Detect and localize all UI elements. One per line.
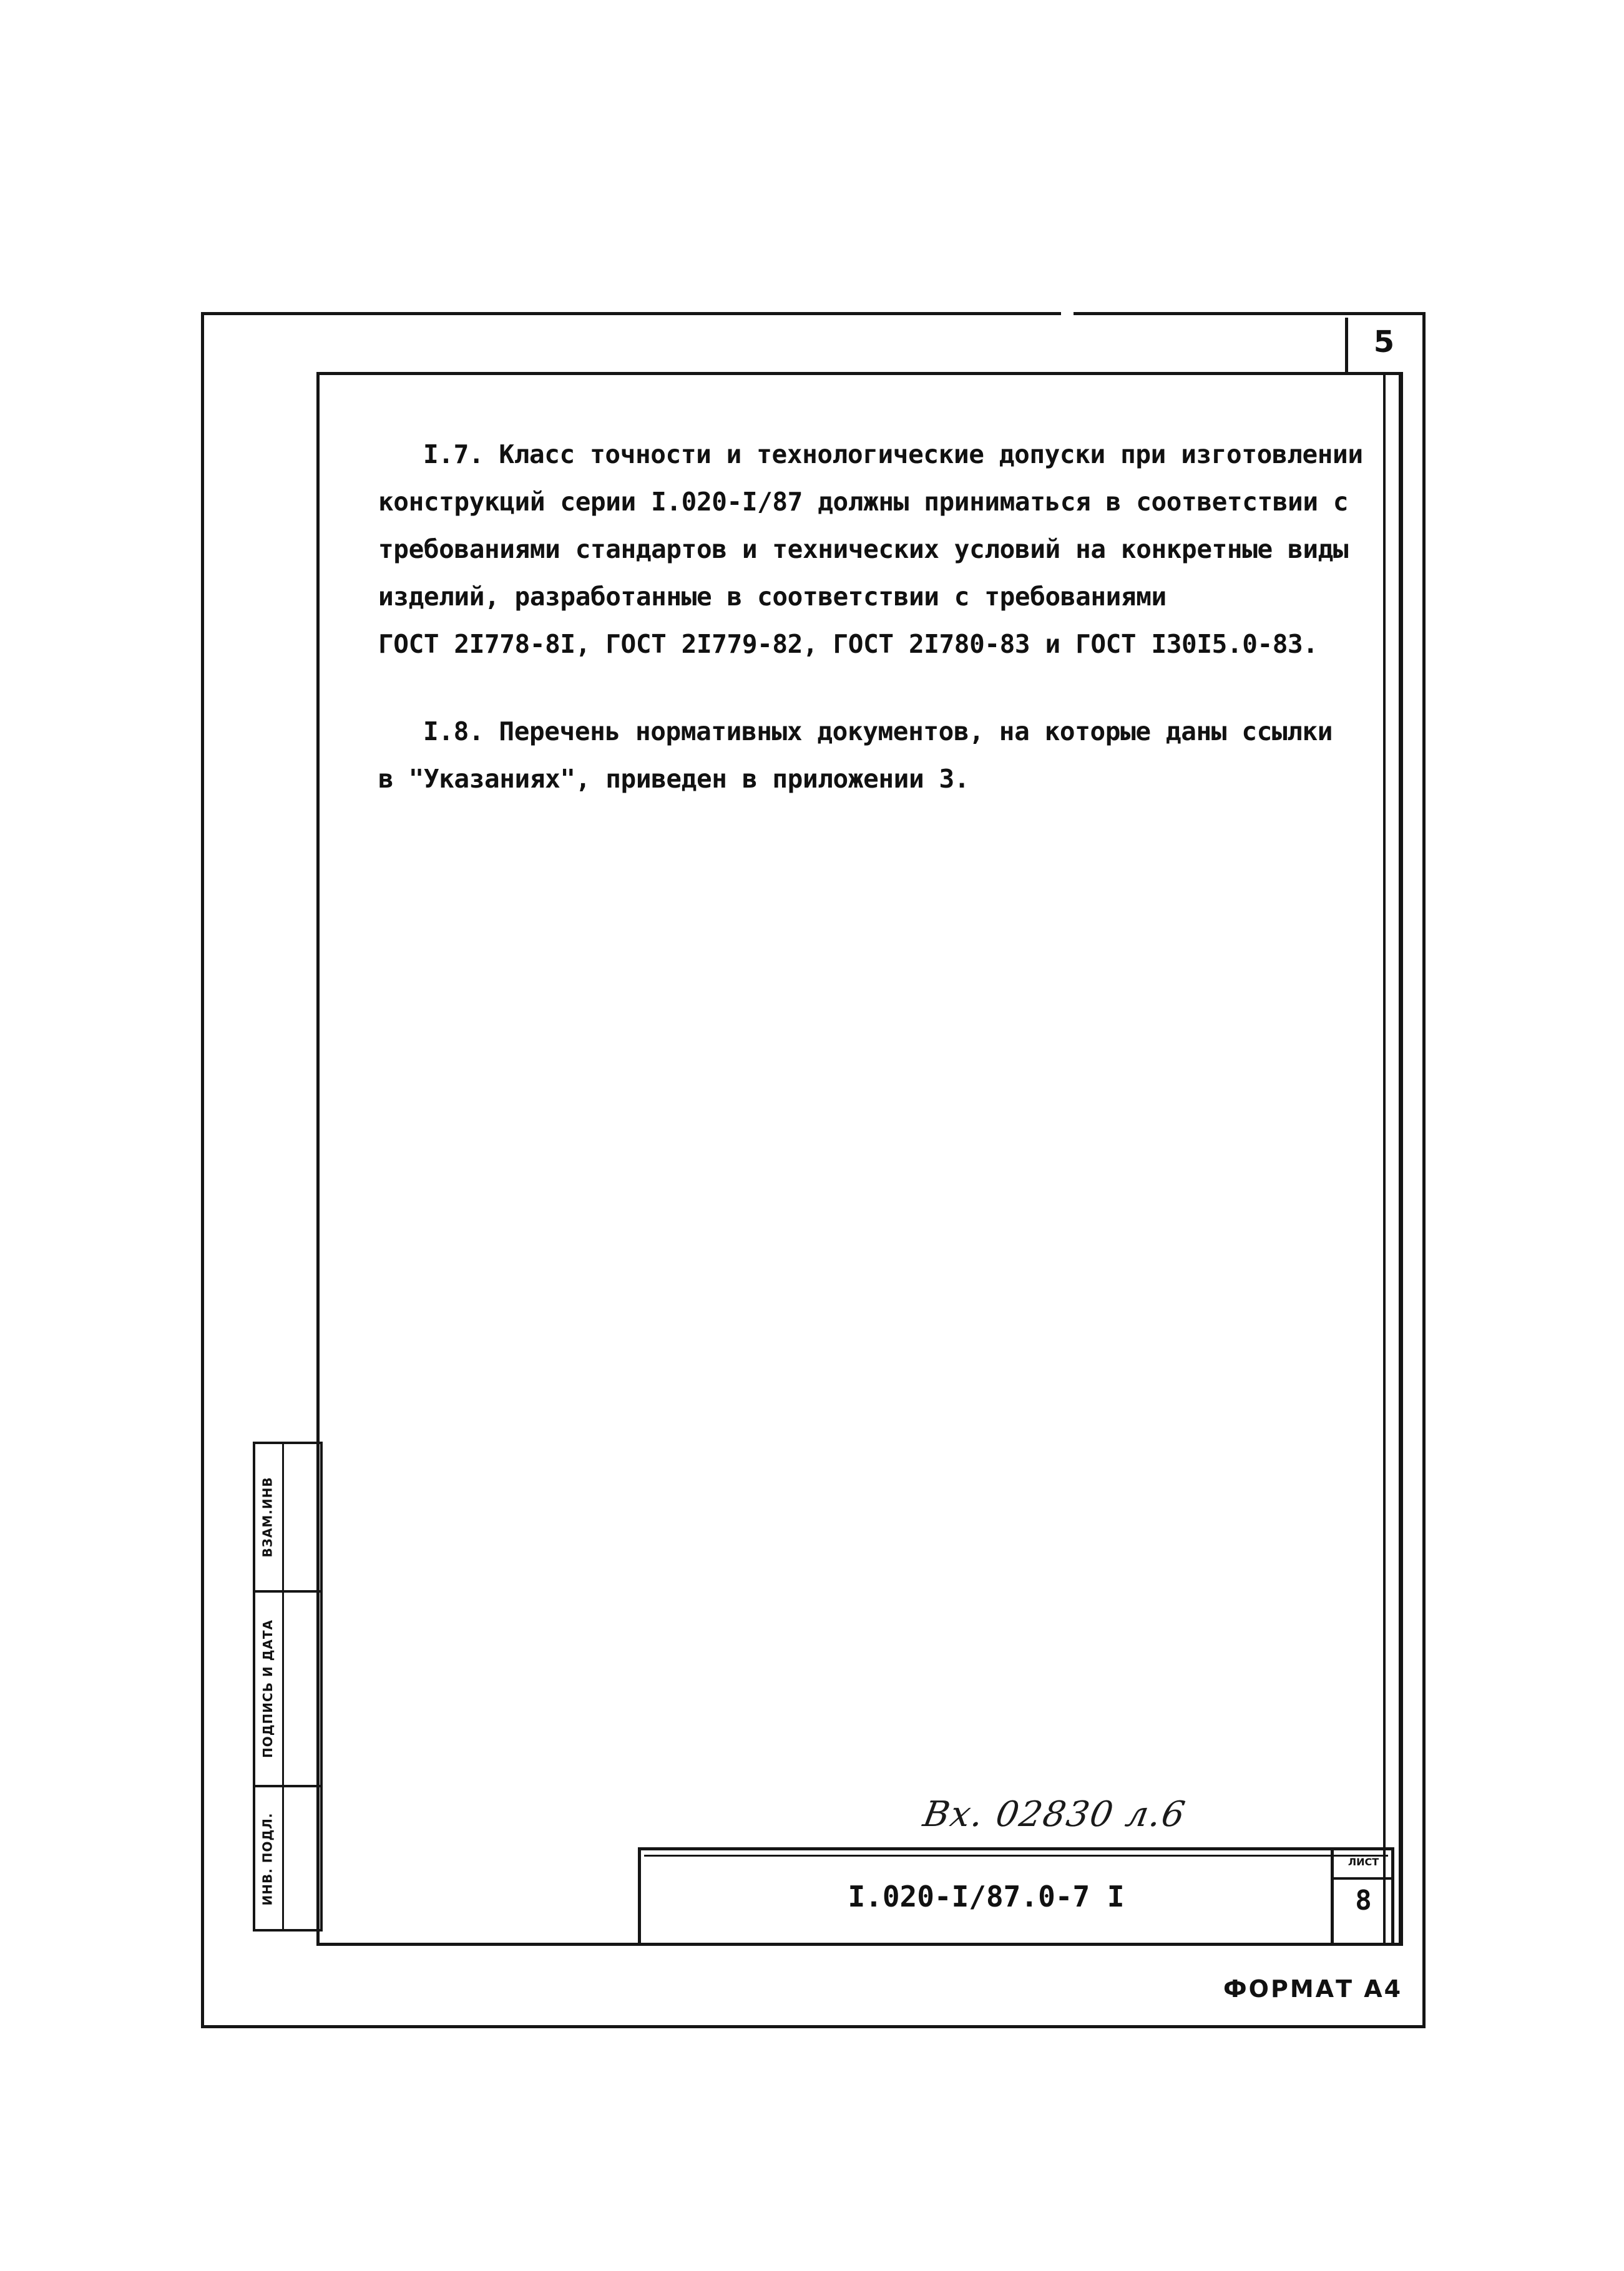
title-block-rule	[644, 1855, 1388, 1857]
frame-gap	[1061, 309, 1074, 315]
format-label: ФОРМАТ А4	[1223, 1975, 1403, 2003]
paragraph-1-8	[378, 708, 1377, 803]
text-line: конструкций серии I.020-I/87 должны приниматься в соответствии с	[378, 487, 1349, 517]
sheet-row-divider	[1331, 1877, 1394, 1880]
inner-right-rule	[1383, 374, 1386, 1945]
text-line: I.8. Перечень нормативных документов, на которые даны ссылки	[423, 716, 1333, 746]
text-line: изделий, разработанные в соответствии с требованиями	[378, 582, 1167, 612]
document-body	[378, 431, 1377, 842]
text-line: I.7. Класс точности и технологические допуски при изготовлении	[423, 439, 1363, 469]
sheet-label: ЛИСТ	[1348, 1856, 1379, 1868]
handwritten-note: Вх. 02830 л.6	[920, 1794, 1190, 1835]
side-label-podpis-data	[253, 1593, 283, 1785]
text-line: в "Указаниях", приведен в приложении 3.	[378, 764, 970, 794]
side-label-text: ИНВ. ПОДЛ.	[260, 1812, 276, 1906]
text-line: требованиями стандартов и технических условий на конкретные виды	[378, 534, 1349, 564]
document-code: I.020-I/87.0-7 I	[848, 1880, 1125, 1913]
side-label-text: ВЗАМ.ИНВ	[260, 1477, 275, 1558]
text-line: ГОСТ 2I778-8I, ГОСТ 2I779-82, ГОСТ 2I780-83 и ГОСТ I30I5.0-83.	[378, 629, 1318, 659]
side-label-text: ПОДПИСЬ И ДАТА	[260, 1619, 275, 1759]
sheet-number: 8	[1355, 1885, 1372, 1917]
side-label-inv-podl	[253, 1787, 283, 1931]
paragraph-1-7	[378, 431, 1377, 668]
side-label-vzam-inv	[253, 1444, 283, 1590]
page-number: 5	[1373, 325, 1395, 359]
